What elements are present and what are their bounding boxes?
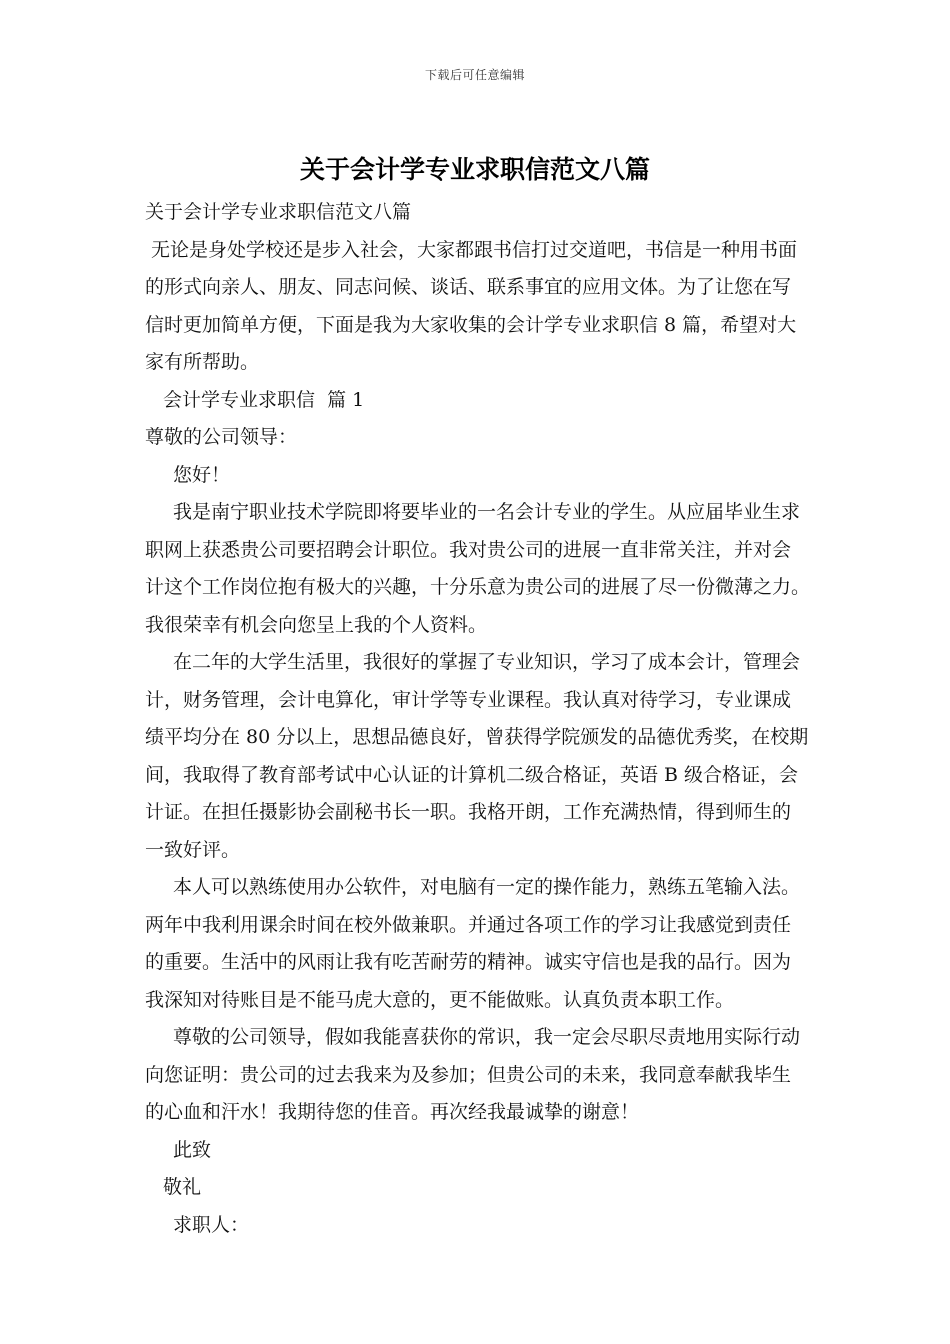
paragraph-line: 我深知对待账目是不能马虎大意的，更不能做账。认真负责本职工作。 <box>145 988 735 1011</box>
paragraph-line: 向您证明：贵公司的过去我来为及参加；但贵公司的未来，我同意奉献我毕生 <box>145 1063 792 1086</box>
paragraph-line: 计，财务管理，会计电算化，审计学等专业课程。我认真对待学习，专业课成 <box>145 688 792 711</box>
intro-line: 的形式向亲人、朋友、同志问候、谈话、联系事宜的应用文体。为了让您在写 <box>145 276 792 298</box>
document-title: 关于会计学专业求职信范文八篇 <box>299 155 650 184</box>
section-heading: 会计学专业求职信 篇 1 <box>163 388 365 411</box>
intro-line: 无论是身处学校还是步入社会，大家都跟书信打过交道吧，书信是一种用书面 <box>145 238 798 261</box>
paragraph-line: 计这个工作岗位抱有极大的兴趣，十分乐意为贵公司的进展了尽一份微薄之力。 <box>145 576 811 598</box>
document-body <box>145 194 825 1244</box>
paragraph-line: 绩平均分在 80 分以上，思想品德良好，曾获得学院颁发的品德优秀奖，在校期 <box>145 726 809 748</box>
paragraph-line: 的重要。生活中的风雨让我有吃苦耐劳的精神。诚实守信也是我的品行。因为 <box>145 951 792 973</box>
paragraph-line: 的心血和汗水！我期待您的佳音。再次经我最诚挚的谢意！ <box>145 1101 640 1123</box>
paragraph-line: 计证。在担任摄影协会副秘书长一职。我格开朗，工作充满热情，得到师生的 <box>145 801 792 823</box>
paragraph-line: 我很荣幸有机会向您呈上我的个人资料。 <box>145 613 488 636</box>
paragraph-line: 在二年的大学生活里，我很好的掌握了专业知识，学习了成本会计，管理会 <box>173 651 801 673</box>
paragraph-line: 职网上获悉贵公司要招聘会计职位。我对贵公司的进展一直非常关注，并对会 <box>145 538 792 561</box>
paragraph-line: 两年中我利用课余时间在校外做兼职。并通过各项工作的学习让我感觉到责任 <box>145 913 792 936</box>
subtitle-line: 关于会计学专业求职信范文八篇 <box>145 201 412 223</box>
paragraph-line: 本人可以熟练使用办公软件，对电脑有一定的操作能力，熟练五笔输入法。 <box>173 876 801 898</box>
paragraph-line: 尊敬的公司领导，假如我能喜获你的常识，我一定会尽职尽责地用实际行动 <box>173 1026 801 1048</box>
intro-line: 家有所帮助。 <box>145 351 260 373</box>
paragraph-line: 我是南宁职业技术学院即将要毕业的一名会计专业的学生。从应届毕业生求 <box>173 501 801 523</box>
signature-line: 求职人： <box>173 1213 250 1236</box>
closing-line: 此致 <box>173 1138 212 1161</box>
greeting: 您好！ <box>173 463 231 486</box>
closing-line: 敬礼 <box>163 1176 202 1198</box>
header-note: 下载后可任意编辑 <box>424 68 525 82</box>
paragraph-line: 一致好评。 <box>145 838 241 861</box>
paragraph-line: 间，我取得了教育部考试中心认证的计算机二级合格证，英语 B 级合格证，会 <box>145 763 799 786</box>
intro-line: 信时更加简单方便，下面是我为大家收集的会计学专业求职信 8 篇，希望对大 <box>145 313 797 336</box>
salutation: 尊敬的公司领导： <box>145 426 298 448</box>
